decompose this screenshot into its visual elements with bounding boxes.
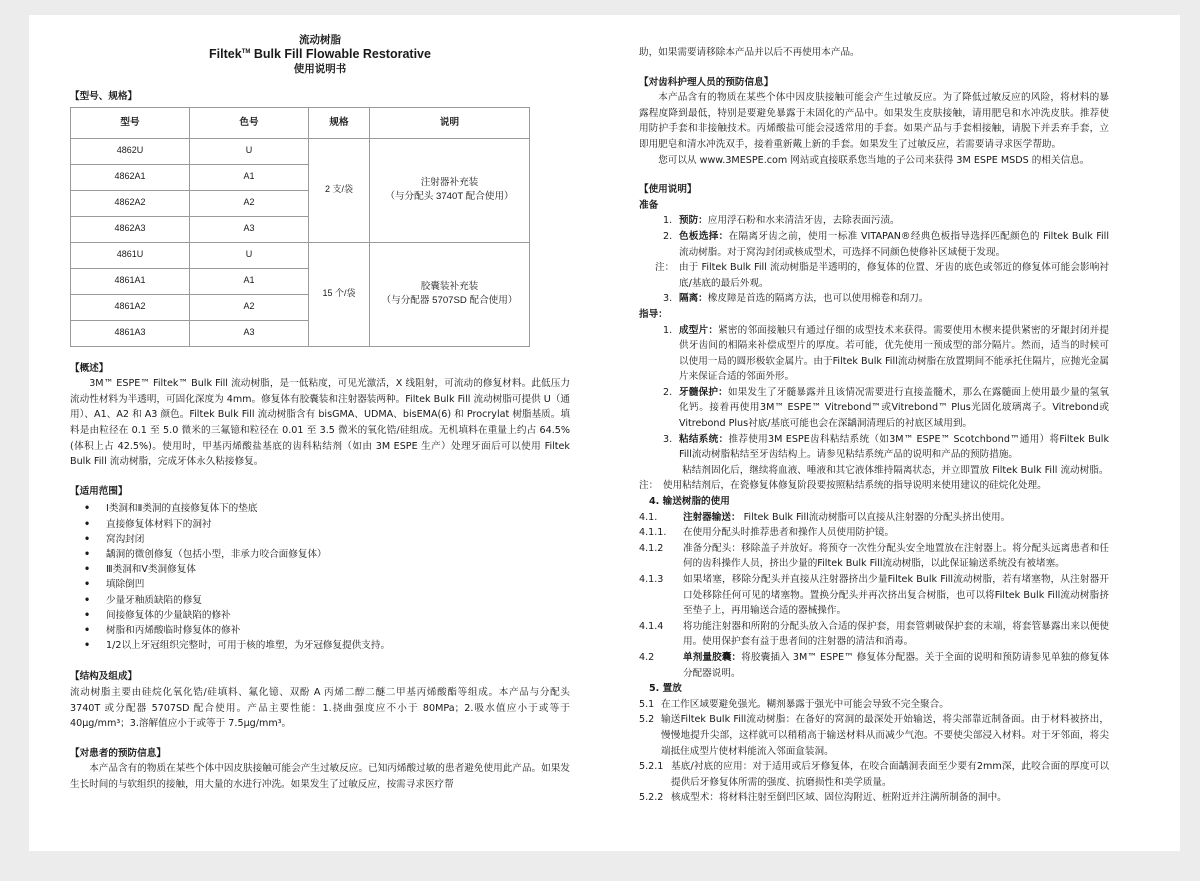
item-number: 4.2 <box>639 651 655 663</box>
item-number: 1. <box>663 324 673 336</box>
msds-info: 您可以从 www.3MESPE.com 网站或直接联系您当地的子公司来获得 3M ESPE MSDS 的相关信息。 <box>658 154 1090 166</box>
prep-item <box>639 291 1109 307</box>
item-text: 橡皮障是首选的隔离方法，也可以使用棉卷和刮刀。 <box>707 293 929 305</box>
header-shade: 色号 <box>190 107 309 138</box>
cell-shade: A3 <box>190 216 309 242</box>
note-line-1: 注射器补充装 <box>420 177 479 189</box>
item-text: 如果发生了牙髓暴露并且该情况需要进行直接盖髓术，那么在露髓面上使用最少量的氢氧化钙。接着再使用3M™ ESPE™ Vitrebond™或Vitrebond™ Plus光固化玻璃离子。Vitrebond或Vitrebond Plus衬底/基底可能也会在深龋洞清理后的衬底区域用到。 <box>679 386 1110 430</box>
spec-table <box>70 107 530 347</box>
title-en-product: Bulk Fill Flowable Restorative <box>250 47 431 61</box>
cell-shade: A1 <box>190 268 309 294</box>
item-number: 4.1.2 <box>639 542 664 554</box>
item-text: 准备分配头：移除盖子并放好。将预夺一次性分配头安全地置放在注射器上。将分配头远离患者和任何的齿科操作人员，挤出少量的Filtek Bulk Fill流动树脂，以此保证输送系统没有被堵塞。 <box>683 542 1109 570</box>
item-text: 将功能注射器和所附的分配头放入合适的保护套，用套管刺破保护套的末端，将套管暴露出来以便使用。使用保护套有益于患者间的注射器的清洁和消毒。 <box>683 620 1109 648</box>
header-model: 型号 <box>71 107 190 138</box>
cell-shade: A2 <box>190 190 309 216</box>
instructions-heading: 【使用说明】 <box>639 184 697 196</box>
note-line-2: （与分配头 3740T 配合使用） <box>385 191 514 203</box>
header-note: 说明 <box>370 107 530 138</box>
step-item <box>639 525 1109 541</box>
section5-heading: 5. 置放 <box>649 683 682 695</box>
note-line-1: 胶囊装补充装 <box>420 281 479 293</box>
patient-precaution-heading: 【对患者的预防信息】 <box>70 747 166 759</box>
document-title-block <box>70 33 570 77</box>
step-item <box>639 790 1109 806</box>
item-number: 5.2 <box>639 714 655 726</box>
cell-model: 4861A1 <box>71 268 190 294</box>
list-item: • 窝沟封闭 <box>106 532 570 547</box>
prep-item <box>639 213 1109 229</box>
item-number: 5.2.1 <box>639 761 664 773</box>
item-text: 推荐使用3M ESPE齿科粘结系统（如3M™ ESPE™ Scotchbond™通用）将Filtek Bulk Fill流动树脂粘结至牙齿结构上。请参见粘结系统产品的说明和产品的预防措施。 <box>679 433 1109 461</box>
item-label: 粘结系统： <box>679 433 729 445</box>
item-number: 4.1.1. <box>639 527 667 539</box>
item-text: 紧密的邻面接触只有通过仔细的成型技术来获得。需要使用木楔来提供紧密的牙龈封闭并提供牙齿间的相隔来补偿成型片的厚度。若可能，优先使用一预成型的部分隔片。然而，适当的时候可以使用一局的圆形极软金属片。由于Filtek Bulk Fill流动树脂在放置期间不能承托住隔片，应抛光金属片来保证合适的邻面外形。 <box>679 324 1110 383</box>
step-item <box>639 759 1109 790</box>
header-pack: 规格 <box>309 107 370 138</box>
item-text: 将胶囊插入 3M™ ESPE™ 修复体分配器。关于全面的说明和预防请参见单独的修复体分配器说明。 <box>683 651 1110 679</box>
overview-heading: 【概述】 <box>70 362 109 374</box>
list-item: • 1/2以上牙冠组织完整时，可用于核的堆塑，为牙冠修复提供支持。 <box>106 638 570 653</box>
guide-item <box>639 432 1109 463</box>
item-number: 2. <box>663 230 673 242</box>
spec-table-header <box>71 107 530 138</box>
item-text: 如果堵塞，移除分配头并直接从注射器挤出少量Filtek Bulk Fill流动树脂，若有堵塞物，从注射器开口处移除任何可见的堵塞物。置换分配头并再次挤出复合树脂，也可以将Filtek Bulk Fill流动树脂挤至垫子上，再用输送合适的器械操作。 <box>683 574 1109 617</box>
item-label: 隔离： <box>679 293 708 305</box>
step-item <box>639 572 1109 619</box>
section4-heading: 4. 输送树脂的使用 <box>649 496 730 508</box>
item-text: 应用浮石粉和水来清洁牙齿，去除表面污渍。 <box>707 215 900 227</box>
item-number: 4.1.4 <box>639 620 664 632</box>
note-text: 由于 Filtek Bulk Fill 流动树脂是半透明的，修复体的位置、牙齿的底色或邻近的修复体可能会影响衬底/基底的最后外观。 <box>679 262 1109 289</box>
item-text: 核成型术：将材料注射至倒凹区域、固位沟附近、桩附近并注满所制备的洞中。 <box>671 792 1007 804</box>
step-item <box>639 650 1109 681</box>
item-text: 基底/衬底的应用：对于适用或后牙修复体，在咬合面龋洞表面至少要有2mm深，此咬合面的厚度可以提供后牙修复体所需的强度、抗磨损性和美学质量。 <box>671 761 1109 788</box>
cell-shade: U <box>190 242 309 268</box>
overview-text: 3M™ ESPE™ Filtek™ Bulk Fill 流动树脂，是一低粘度，可见光激活，X 线阻射，可流动的修复材料。此低压力流动性材料为半透明，可固化深度为 4mm。修复体有胶囊装和注射器装两种。Filtek Bulk Fill 流动树脂可提供 U（通用）、A1、A2 和 A3 颜色。Filtek Bulk Fill 流动树脂含有 bisGMA、UDMA、bisEMA(6) 和 Procrylat 树脂基质。填料是由粒径在 0.1 至 5.0 微米的三氟镱和粒径在 0.01 至 3.5 微米的氧化锆/硅组成。无机填料在重量上约占 64.5%(体积上占 42.5%)。使用时，甲基丙烯酸盐基底的齿科粘结剂（如由 3M ESPE 生产）处理牙面后可以使用 Filtek Bulk Fill 流动树脂，完成牙体永久粘接修复。 <box>70 378 570 468</box>
spec-heading: 【型号、规格】 <box>70 91 138 102</box>
list-item: • Ⅲ类洞和Ⅴ类洞修复体 <box>106 562 570 577</box>
guide-heading: 指导： <box>639 308 668 320</box>
step-item <box>639 619 1109 650</box>
item-number: 3. <box>663 433 673 445</box>
table-row <box>71 138 530 164</box>
note-label: 注： <box>655 262 675 274</box>
item-label: 单剂量胶囊： <box>683 651 742 663</box>
composition-heading: 【结构及组成】 <box>70 671 138 683</box>
prep-heading: 准备 <box>639 199 659 211</box>
title-en <box>70 47 570 62</box>
item-text: 输送Filtek Bulk Fill流动树脂：在备好的窝洞的最深处开始输送，将尖部靠近制备面。由于材料被挤出，慢慢地提升尖部，这样就可以稍稍高于输送材料从而减少气泡。不要使尖部浸入材料。对于牙邻面，将尖端抵住成型片使材料能流入邻面盒装洞。 <box>661 714 1109 757</box>
scope-heading: 【适用范围】 <box>70 485 128 497</box>
right-column <box>639 45 1109 806</box>
item-number: 2. <box>663 386 673 398</box>
cell-pack: 15 个/袋 <box>309 242 370 346</box>
item-label: 注射器输送： <box>683 511 741 523</box>
item-text: 在隔离牙齿之前，使用一标准 VITAPAN®经典色板指导选择匹配颜色的 Filtek Bulk Fill 流动树脂。对于窝沟封闭或核成型术，可选择不同颜色使修补区域便于发现。 <box>679 230 1110 258</box>
list-item: • 填除倒凹 <box>106 577 570 592</box>
trademark-mark: TM <box>241 48 251 55</box>
guide-note <box>639 478 1109 494</box>
scope-list <box>70 501 570 653</box>
item-number: 3. <box>663 293 673 305</box>
step-item <box>639 541 1109 572</box>
guide-item <box>639 385 1109 432</box>
cell-shade: A1 <box>190 164 309 190</box>
item-text: 在工作区域要避免强光。糊剂暴露于强光中可能会导致不完全聚合。 <box>661 698 949 710</box>
list-item: • 龋洞的微创修复（包括小型，非承力咬合面修复体） <box>106 547 570 562</box>
step-item <box>639 697 1109 713</box>
document-page <box>29 15 1180 851</box>
title-cn: 流动树脂 <box>299 34 341 46</box>
item-text: Filtek Bulk Fill流动树脂可以直接从注射器的分配头挤出使用。 <box>740 511 1011 523</box>
cell-note <box>370 138 530 242</box>
item-label: 色板选择： <box>679 230 729 242</box>
item-text: 在使用分配头时推荐患者和操作人员使用防护镜。 <box>683 527 895 539</box>
list-item: • Ⅰ类洞和Ⅱ类洞的直接修复体下的垫底 <box>106 501 570 516</box>
item-label: 预防： <box>679 215 708 227</box>
item-number: 5.2.2 <box>639 792 664 804</box>
cell-model: 4862A2 <box>71 190 190 216</box>
cell-model: 4861U <box>71 242 190 268</box>
cell-model: 4861A3 <box>71 320 190 346</box>
item-label: 成型片： <box>679 324 719 336</box>
note-text: 使用粘结剂后，在瓷修复体修复阶段要按照粘结系统的指导说明来使用建议的硅烷化处理。 <box>663 480 1047 492</box>
table-row <box>71 242 530 268</box>
item-number: 4.1. <box>639 511 658 523</box>
cell-shade: A3 <box>190 320 309 346</box>
staff-precaution-text: 本产品含有的物质在某些个体中因皮肤接触可能会产生过敏反应。为了降低过敏反应的风险，将材料的暴露程度降到最低，特别是要避免暴露于未固化的产品中。如果发生皮肤接触，请用肥皂和水冲洗皮肤。推荐使用防护手套和非接触技术。丙烯酸盐可能会浸透常用的手套。如果产品与手套相接触，请脱下并丢弃手套，立即用肥皂和清水冲洗双手，接着重新戴上新的手套。如果发生了过敏反应，若需要请寻求医学帮助。 <box>639 92 1109 150</box>
cell-model: 4862A1 <box>71 164 190 190</box>
patient-precaution-text: 本产品含有的物质在某些个体中因皮肤接触可能会产生过敏反应。已知丙烯酸过敏的患者避免使用此产品。如果发生长时间的与软组织的接触，用大量的水进行冲洗。如果发生了过敏反应，按需寻求医疗帮 <box>70 763 570 790</box>
item-label: 牙髓保护： <box>679 386 728 398</box>
cell-model: 4862U <box>71 138 190 164</box>
guide-continuation: 粘结剂固化后，继续将血液、唾液和其它液体维持隔离状态，并立即置放 Filtek Bulk Fill 流动树脂。 <box>682 464 1109 476</box>
cell-pack: 2 支/袋 <box>309 138 370 242</box>
step-item <box>639 510 1109 526</box>
cell-model: 4861A2 <box>71 294 190 320</box>
list-item: • 间接修复体的少量缺陷的修补 <box>106 608 570 623</box>
item-number: 4.1.3 <box>639 574 664 585</box>
cell-shade: A2 <box>190 294 309 320</box>
staff-precaution-heading: 【对齿科护理人员的预防信息】 <box>639 76 774 88</box>
list-item: • 少量牙釉质缺陷的修复 <box>106 593 570 608</box>
item-number: 5.1 <box>639 698 655 710</box>
prep-item <box>639 229 1109 260</box>
patient-precaution-continued: 助，如果需要请移除本产品并以后不再使用本产品。 <box>639 47 860 58</box>
list-item: • 直接修复体材料下的洞衬 <box>106 517 570 532</box>
list-item: • 树脂和丙烯酸临时修复体的修补 <box>106 623 570 638</box>
cell-note <box>370 242 530 346</box>
guide-item <box>639 323 1109 385</box>
note-line-2: （与分配器 5707SD 配合使用） <box>381 295 518 307</box>
step-item <box>639 712 1109 759</box>
composition-text: 流动树脂主要由硅烷化氧化锆/硅填料、氟化镱、双酚 A 丙烯二醇二醚二甲基丙烯酸酯等组成。本产品与分配头 3740T 或分配器 5707SD 配合使用。产品主要性能：1.挠曲强度应不小于 80MPa；2.吸水值应小于或等于 40μg/mm³；3.溶解值应小于或等于 7.5μg/mm³。 <box>70 686 570 730</box>
subtitle: 使用说明书 <box>293 63 347 75</box>
title-en-brand: Filtek <box>209 47 242 61</box>
note-label: 注： <box>639 480 659 492</box>
prep-note <box>639 260 1109 291</box>
cell-shade: U <box>190 138 309 164</box>
cell-model: 4862A3 <box>71 216 190 242</box>
left-column <box>70 15 570 793</box>
item-number: 1. <box>663 215 673 227</box>
